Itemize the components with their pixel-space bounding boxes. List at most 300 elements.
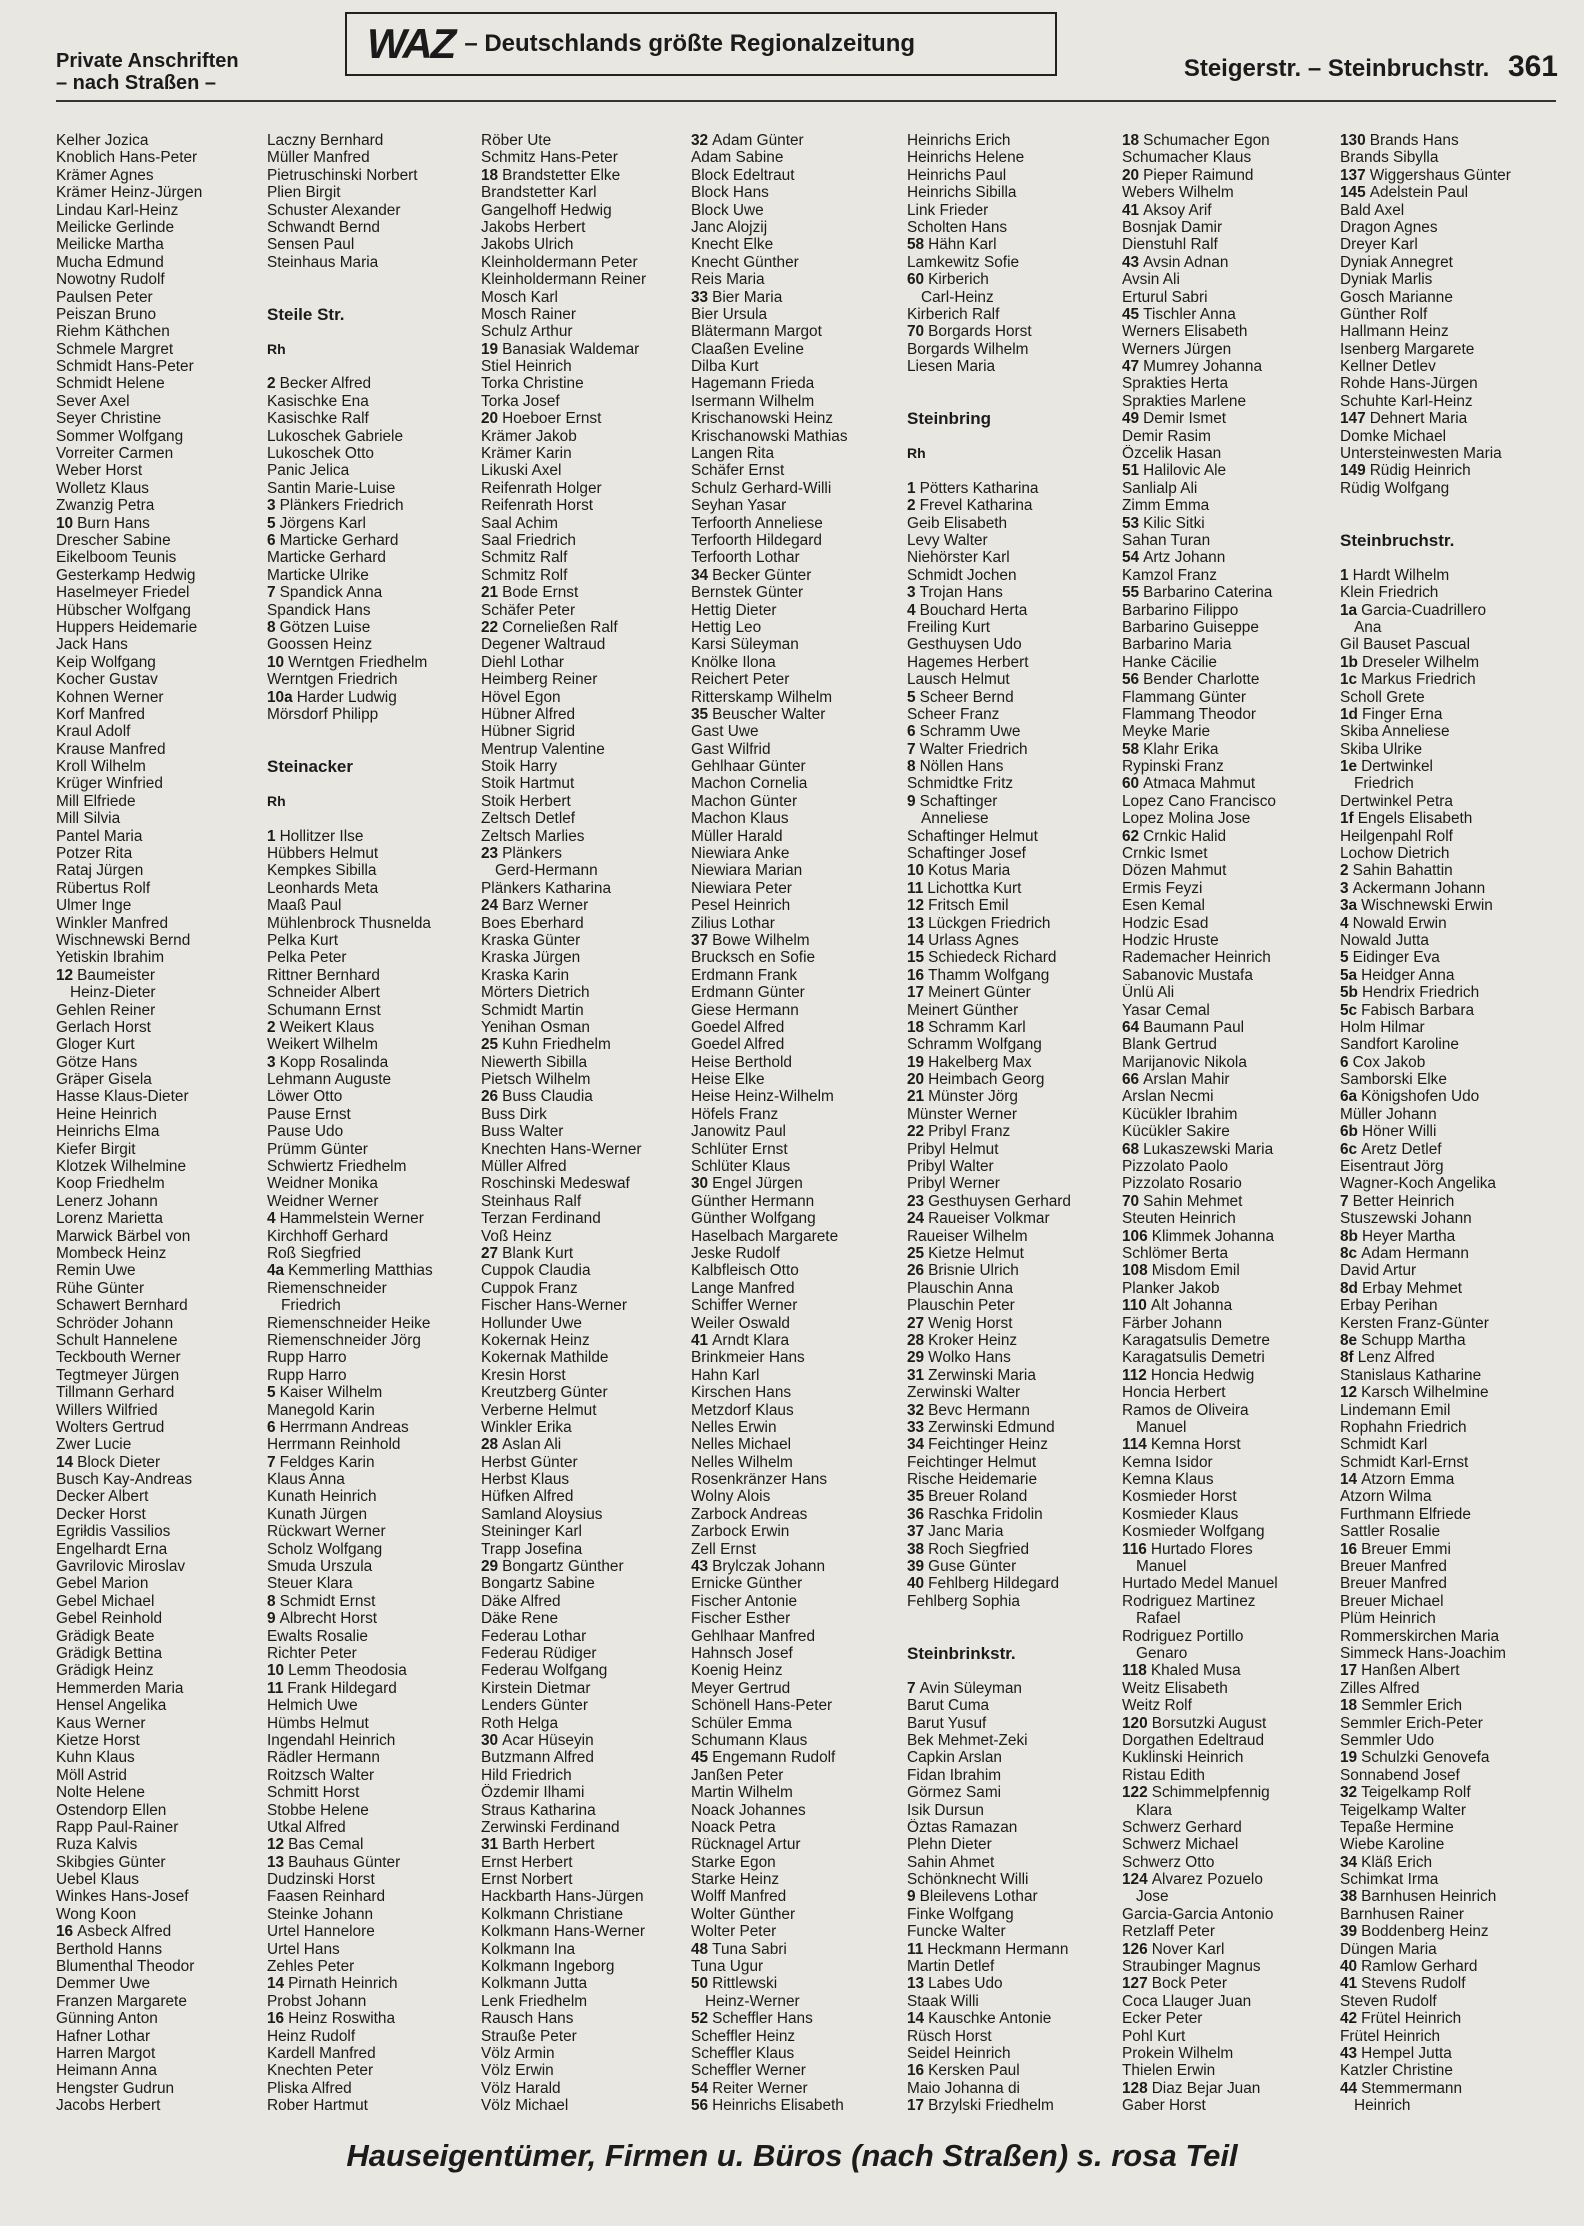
house-number: 6a [1340, 1088, 1358, 1106]
resident-name: Schumacher Klaus [1122, 149, 1252, 167]
resident-entry [1122, 1506, 1334, 1523]
resident-entry [1122, 1958, 1334, 1975]
resident-entry [1122, 515, 1334, 532]
resident-entry [267, 1315, 479, 1332]
resident-entry [267, 1941, 479, 1958]
resident-name: Bier Maria [712, 288, 783, 306]
resident-name: Ristau Edith [1122, 1766, 1205, 1784]
resident-entry [691, 132, 903, 149]
resident-name: Plien Birgit [267, 184, 341, 202]
resident-name: Zehles Peter [267, 1958, 355, 1976]
resident-entry [907, 1367, 1119, 1384]
resident-entry [691, 1454, 903, 1471]
house-number: 4a [267, 1262, 285, 1280]
resident-name: Peiszan Bruno [56, 305, 157, 323]
resident-name: Goedel Alfred [691, 1036, 785, 1054]
house-number: 120 [1122, 1714, 1148, 1732]
resident-entry [481, 567, 693, 584]
house-number: 18 [1122, 132, 1140, 149]
resident-name: Beuscher Walter [712, 705, 826, 723]
resident-name: Engels Elisabeth [1357, 810, 1473, 828]
resident-entry [481, 1106, 693, 1123]
resident-name: Ritterskamp Wilhelm [691, 688, 833, 706]
resident-entry [1340, 654, 1552, 671]
resident-name: Nelles Erwin [691, 1418, 777, 1436]
resident-entry [1122, 219, 1334, 236]
house-number: 3a [1340, 897, 1358, 915]
resident-entry [481, 236, 693, 253]
resident-name: Öztas Ramazan [907, 1818, 1018, 1836]
resident-entry [481, 1836, 693, 1853]
resident-name: Manegold Karin [267, 1401, 375, 1419]
resident-entry [481, 1923, 693, 1940]
resident-name: Karagatsulis Demetri [1122, 1349, 1265, 1367]
resident-name: Breuer Roland [928, 1488, 1028, 1506]
resident-name: Semmler Udo [1340, 1731, 1435, 1749]
house-number: 12 [907, 897, 925, 915]
resident-name: Bek Mehmet-Zeki [907, 1731, 1028, 1749]
resident-name: Düngen Maria [1340, 1940, 1437, 1958]
resident-entry [267, 1454, 479, 1471]
house-number: 10a [267, 688, 293, 706]
resident-entry [481, 358, 693, 375]
resident-entry [1340, 723, 1552, 740]
resident-entry [1122, 689, 1334, 706]
district-code: Rh [907, 445, 926, 462]
resident-entry [56, 1941, 268, 1958]
resident-name: Reis Maria [691, 271, 765, 289]
resident-entry [1340, 445, 1552, 462]
resident-entry [56, 1315, 268, 1332]
resident-name: Reifenrath Holger [481, 479, 602, 497]
house-number: 21 [481, 584, 499, 602]
resident-entry [56, 1002, 268, 1019]
resident-name: Paulsen Peter [56, 288, 153, 306]
resident-name: Roschinski Medeswaf [481, 1175, 630, 1193]
resident-entry [691, 1280, 903, 1297]
resident-name: Hanke Cäcilie [1122, 653, 1217, 671]
resident-entry [691, 1819, 903, 1836]
resident-entry [267, 358, 479, 375]
resident-name: Schiedeck Richard [928, 949, 1057, 967]
resident-name: Schmidt Martin [481, 1001, 584, 1019]
resident-entry [267, 828, 479, 845]
resident-name: Frank Hildegard [287, 1679, 397, 1697]
resident-entry [481, 723, 693, 740]
resident-entry [1340, 915, 1552, 932]
resident-entry [1340, 1367, 1552, 1384]
resident-entry [1340, 1332, 1552, 1349]
resident-name: Stevens Rudolf [1361, 1975, 1466, 1993]
resident-entry [907, 897, 1119, 914]
resident-name: Scheffler Klaus [691, 2044, 795, 2062]
resident-entry [267, 445, 479, 462]
resident-entry [691, 723, 903, 740]
resident-name: Mosch Rainer [481, 305, 576, 323]
resident-name: Roch Siegfried [928, 1540, 1030, 1558]
resident-entry [267, 393, 479, 410]
house-number: 1a [1340, 601, 1358, 619]
resident-name: Machon Klaus [691, 810, 789, 828]
house-number: 7 [267, 584, 276, 602]
resident-name: Heckmann Hermann [927, 1940, 1069, 1958]
resident-entry [1122, 1645, 1334, 1662]
resident-entry [1340, 1454, 1552, 1471]
resident-name: Schwerz Gerhard [1122, 1818, 1242, 1836]
resident-entry [1122, 2062, 1334, 2079]
resident-entry [691, 1019, 903, 1036]
resident-name: Schaftinger Josef [907, 845, 1026, 863]
resident-name: Krämer Heinz-Jürgen [56, 184, 203, 202]
resident-entry [1122, 723, 1334, 740]
resident-name: Liesen Maria [907, 358, 996, 376]
resident-name: Schuster Alexander [267, 201, 401, 219]
house-number: 130 [1340, 132, 1366, 149]
resident-entry [1340, 636, 1552, 653]
resident-name: Knecht Günther [691, 253, 799, 271]
resident-name: Pliska Alfred [267, 2079, 352, 2097]
resident-name: Finger Erna [1361, 705, 1443, 723]
resident-name: Heinrichs Paul [907, 166, 1007, 184]
header-rule [56, 100, 1556, 102]
resident-entry [1122, 636, 1334, 653]
resident-entry [481, 1245, 693, 1262]
resident-name: Goossen Heinz [267, 636, 373, 654]
house-number: 41 [1122, 201, 1140, 219]
house-number: 32 [907, 1401, 925, 1419]
resident-name: Pesel Heinrich [691, 897, 791, 915]
resident-name: Sandfort Karoline [1340, 1036, 1459, 1054]
resident-name: Schult Hannelene [56, 1331, 178, 1349]
resident-entry [56, 706, 268, 723]
resident-name: Kolkmann Hans-Werner [481, 1923, 645, 1941]
resident-name: Machon Günter [691, 792, 798, 810]
resident-name: Semmler Erich [1361, 1697, 1463, 1715]
resident-entry [691, 1784, 903, 1801]
resident-entry [691, 949, 903, 966]
house-number: 17 [907, 2097, 925, 2115]
resident-entry [56, 2010, 268, 2027]
resident-entry [907, 132, 1119, 149]
resident-entry [56, 584, 268, 601]
resident-name: Federau Lothar [481, 1627, 587, 1645]
resident-name: Starke Heinz [691, 1871, 780, 1889]
resident-name: Schäfer Ernst [691, 462, 785, 480]
resident-entry [691, 1210, 903, 1227]
resident-name: Kemna Klaus [1122, 1471, 1214, 1489]
resident-entry [1340, 341, 1552, 358]
resident-name: Völz Michael [481, 2097, 569, 2115]
resident-name: Burn Hans [77, 514, 150, 532]
resident-entry [267, 671, 479, 688]
resident-name: Hemmerden Maria [56, 1679, 184, 1697]
resident-entry [56, 1332, 268, 1349]
resident-entry [691, 1488, 903, 1505]
resident-entry [691, 567, 903, 584]
resident-name: Artz Johann [1143, 549, 1226, 567]
resident-name: Schramm Wolfgang [907, 1036, 1042, 1054]
resident-name: Müller Manfred [267, 149, 370, 167]
resident-name: Becker Alfred [279, 375, 372, 393]
resident-name: Rosenkränzer Hans [691, 1471, 828, 1489]
house-number: 39 [907, 1558, 925, 1576]
resident-name: Atzorn Wilma [1340, 1488, 1432, 1506]
resident-name: Kroker Heinz [928, 1331, 1018, 1349]
resident-name: Korf Manfred [56, 705, 145, 723]
resident-name: Ostendorp Ellen [56, 1801, 167, 1819]
resident-name: Finke Wolfgang [907, 1905, 1014, 1923]
resident-entry [1340, 1175, 1552, 1192]
house-number: 21 [907, 1088, 925, 1106]
resident-name: Raueiser Wilhelm [907, 1227, 1028, 1245]
resident-name: Blank Gertrud [1122, 1036, 1217, 1054]
resident-name: Zerwinski Edmund [928, 1418, 1055, 1436]
resident-name: Sahin Ahmet [907, 1853, 995, 1871]
resident-entry [481, 1471, 693, 1488]
house-number: 43 [691, 1558, 709, 1576]
resident-entry [267, 689, 479, 706]
house-number: 10 [267, 653, 285, 671]
resident-entry [56, 1123, 268, 1140]
resident-entry [56, 1297, 268, 1314]
resident-name: Terfoorth Anneliese [691, 514, 823, 532]
resident-entry [267, 1019, 479, 1036]
resident-entry [481, 1767, 693, 1784]
resident-entry [481, 967, 693, 984]
resident-entry [691, 1628, 903, 1645]
resident-entry [56, 1384, 268, 1401]
resident-name: Sprakties Marlene [1122, 392, 1247, 410]
resident-entry [56, 897, 268, 914]
resident-entry [1340, 567, 1552, 584]
resident-name: Brands Sibylla [1340, 149, 1439, 167]
house-number: 22 [907, 1123, 925, 1141]
resident-entry [56, 654, 268, 671]
resident-name: Pelka Peter [267, 949, 347, 967]
resident-entry [481, 1315, 693, 1332]
resident-name: Schmidt Karl-Ernst [1340, 1453, 1469, 1471]
house-number: 16 [267, 2010, 285, 2028]
resident-entry [481, 758, 693, 775]
resident-name: Heinrichs Erich [907, 132, 1011, 149]
resident-entry [481, 1193, 693, 1210]
resident-name: Steininger Karl [481, 1523, 582, 1541]
resident-name: Pause Ernst [267, 1105, 351, 1123]
resident-name: Weber Horst [56, 462, 143, 480]
resident-name: Keip Wolfgang [56, 653, 156, 671]
resident-name: Knechten Peter [267, 2062, 374, 2080]
resident-entry [1122, 1802, 1334, 1819]
resident-entry [481, 845, 693, 862]
resident-name: Knechten Hans-Werner [481, 1140, 642, 1158]
resident-entry [1340, 549, 1552, 566]
resident-name: Bongartz Günther [502, 1558, 624, 1576]
resident-name: Honcia Hedwig [1150, 1366, 1255, 1384]
resident-name: Lopez Cano Francisco [1122, 792, 1276, 810]
resident-entry [267, 1767, 479, 1784]
house-number: 1c [1340, 671, 1358, 689]
resident-name: Urtel Hans [267, 1940, 340, 1958]
resident-entry [907, 1002, 1119, 1019]
resident-entry [907, 1402, 1119, 1419]
resident-entry [907, 2028, 1119, 2045]
resident-name: Lenk Friedhelm [481, 1992, 588, 2010]
resident-entry [481, 1141, 693, 1158]
resident-entry [56, 1923, 268, 1940]
house-number: 6b [1340, 1123, 1358, 1141]
resident-entry [56, 1506, 268, 1523]
district-code: Rh [267, 792, 286, 809]
resident-name: Plänkers Friedrich [279, 497, 404, 515]
resident-name: Adelstein Paul [1369, 184, 1469, 202]
resident-entry [481, 1888, 693, 1905]
resident-name: Engemann Rudolf [712, 1749, 836, 1767]
resident-name: Heise Berthold [691, 1053, 792, 1071]
resident-name: Zilles Alfred [1340, 1679, 1420, 1697]
resident-entry [56, 289, 268, 306]
resident-entry [267, 1628, 479, 1645]
resident-name: Heilgenpahl Rolf [1340, 827, 1453, 845]
resident-entry [1340, 1854, 1552, 1871]
resident-name: Seidel Heinrich [907, 2044, 1011, 2062]
resident-entry [1122, 584, 1334, 601]
resident-entry [1340, 2010, 1552, 2027]
resident-name: Teigelkamp Walter [1340, 1801, 1467, 1819]
house-number: 12 [267, 1836, 285, 1854]
resident-name: Völz Erwin [481, 2062, 554, 2080]
resident-entry [267, 619, 479, 636]
house-number: 5b [1340, 984, 1358, 1002]
resident-name: Guse Günter [928, 1558, 1017, 1576]
resident-entry [907, 184, 1119, 201]
resident-name: Pantel Maria [56, 827, 143, 845]
resident-name: Röber Ute [481, 132, 552, 149]
resident-entry [691, 480, 903, 497]
resident-name: Tuna Ugur [691, 1958, 764, 1976]
resident-name: Egriłdis Vassilios [56, 1523, 171, 1541]
resident-entry [1340, 289, 1552, 306]
resident-name: Herrmann Andreas [279, 1418, 409, 1436]
house-number: 4 [1340, 914, 1349, 932]
resident-entry [907, 393, 1119, 410]
directory-column [1340, 132, 1552, 2115]
resident-name: Werntgen Friedhelm [288, 653, 428, 671]
resident-name: Gesterkamp Hedwig [56, 566, 196, 584]
resident-entry [267, 1836, 479, 1853]
house-number: 6 [267, 531, 276, 549]
resident-name: Kunath Jürgen [267, 1505, 368, 1523]
resident-entry [481, 1958, 693, 1975]
resident-entry [56, 1819, 268, 1836]
resident-entry [691, 1645, 903, 1662]
resident-entry [481, 1523, 693, 1540]
resident-name: Schneider Albert [267, 984, 380, 1002]
resident-entry [56, 1836, 268, 1853]
resident-name: Katzler Christine [1340, 2062, 1453, 2080]
resident-name: Arslan Necmi [1122, 1088, 1214, 1106]
resident-name: Kokernak Heinz [481, 1331, 590, 1349]
resident-entry [907, 793, 1119, 810]
resident-name: Özcelik Hasan [1122, 445, 1222, 463]
resident-entry [907, 654, 1119, 671]
resident-name: Weikert Wilhelm [267, 1036, 378, 1054]
house-number: 48 [691, 1940, 709, 1958]
resident-entry [1122, 862, 1334, 879]
resident-name: Pribyl Werner [907, 1175, 1000, 1193]
resident-entry [1340, 932, 1552, 949]
resident-name: Schimmelpfennig [1151, 1784, 1270, 1802]
resident-name: Gerlach Horst [56, 1018, 151, 1036]
resident-entry [691, 602, 903, 619]
resident-entry [907, 532, 1119, 549]
resident-name: Schlömer Berta [1122, 1245, 1229, 1262]
resident-entry [56, 1019, 268, 1036]
resident-entry [1122, 1941, 1334, 1958]
resident-name: Dehnert Maria [1369, 410, 1468, 428]
resident-entry [691, 671, 903, 688]
resident-name: Bevc Hermann [928, 1401, 1030, 1419]
resident-name: Garcia-Cuadrillero [1361, 601, 1487, 619]
house-number: 31 [907, 1366, 925, 1384]
resident-entry [481, 932, 693, 949]
resident-name: Rübertus Rolf [56, 879, 151, 897]
resident-entry [481, 706, 693, 723]
resident-name: Rophahn Friedrich [1340, 1418, 1467, 1436]
resident-entry [267, 880, 479, 897]
resident-entry [267, 271, 479, 288]
resident-name: Heinz-Werner [705, 1992, 800, 2010]
resident-entry [1340, 949, 1552, 966]
resident-entry [1122, 254, 1334, 271]
house-number: 7 [1340, 1192, 1349, 1210]
resident-entry [56, 1662, 268, 1679]
resident-entry [907, 1123, 1119, 1140]
resident-name: Adam Hermann [1361, 1245, 1469, 1262]
resident-entry [267, 202, 479, 219]
resident-name: Sommer Wolfgang [56, 427, 184, 445]
house-number: 9 [907, 1888, 916, 1906]
resident-entry [691, 1906, 903, 1923]
resident-name: Frütel Heinrich [1340, 2027, 1441, 2045]
resident-name: Gesthuysen Udo [907, 636, 1022, 654]
resident-entry [1340, 323, 1552, 340]
resident-name: Günning Anton [56, 2010, 158, 2028]
resident-name: Stoik Herbert [481, 792, 571, 810]
resident-entry [481, 1871, 693, 1888]
house-number: 14 [907, 931, 925, 949]
resident-entry [1122, 1384, 1334, 1401]
header-right [1184, 50, 1558, 84]
resident-entry [691, 897, 903, 914]
resident-entry [691, 532, 903, 549]
resident-name: Hübbers Helmut [267, 845, 379, 863]
house-number: 32 [1340, 1784, 1358, 1802]
resident-entry [1122, 706, 1334, 723]
resident-name: Kirchhoff Gerhard [267, 1227, 389, 1245]
resident-name: Nolte Helene [56, 1784, 145, 1802]
house-number: 137 [1340, 166, 1366, 184]
resident-name: Herbst Klaus [481, 1471, 570, 1489]
resident-name: Höfels Franz [691, 1105, 779, 1123]
resident-entry [481, 1436, 693, 1453]
resident-name: Kücükler Sakire [1122, 1123, 1230, 1141]
resident-name: Herrmann Reinhold [267, 1436, 401, 1454]
house-number: 4 [267, 1210, 276, 1228]
house-number: 66 [1122, 1071, 1140, 1089]
resident-entry [907, 636, 1119, 653]
resident-entry [56, 532, 268, 549]
resident-name: Heine Heinrich [56, 1105, 157, 1123]
